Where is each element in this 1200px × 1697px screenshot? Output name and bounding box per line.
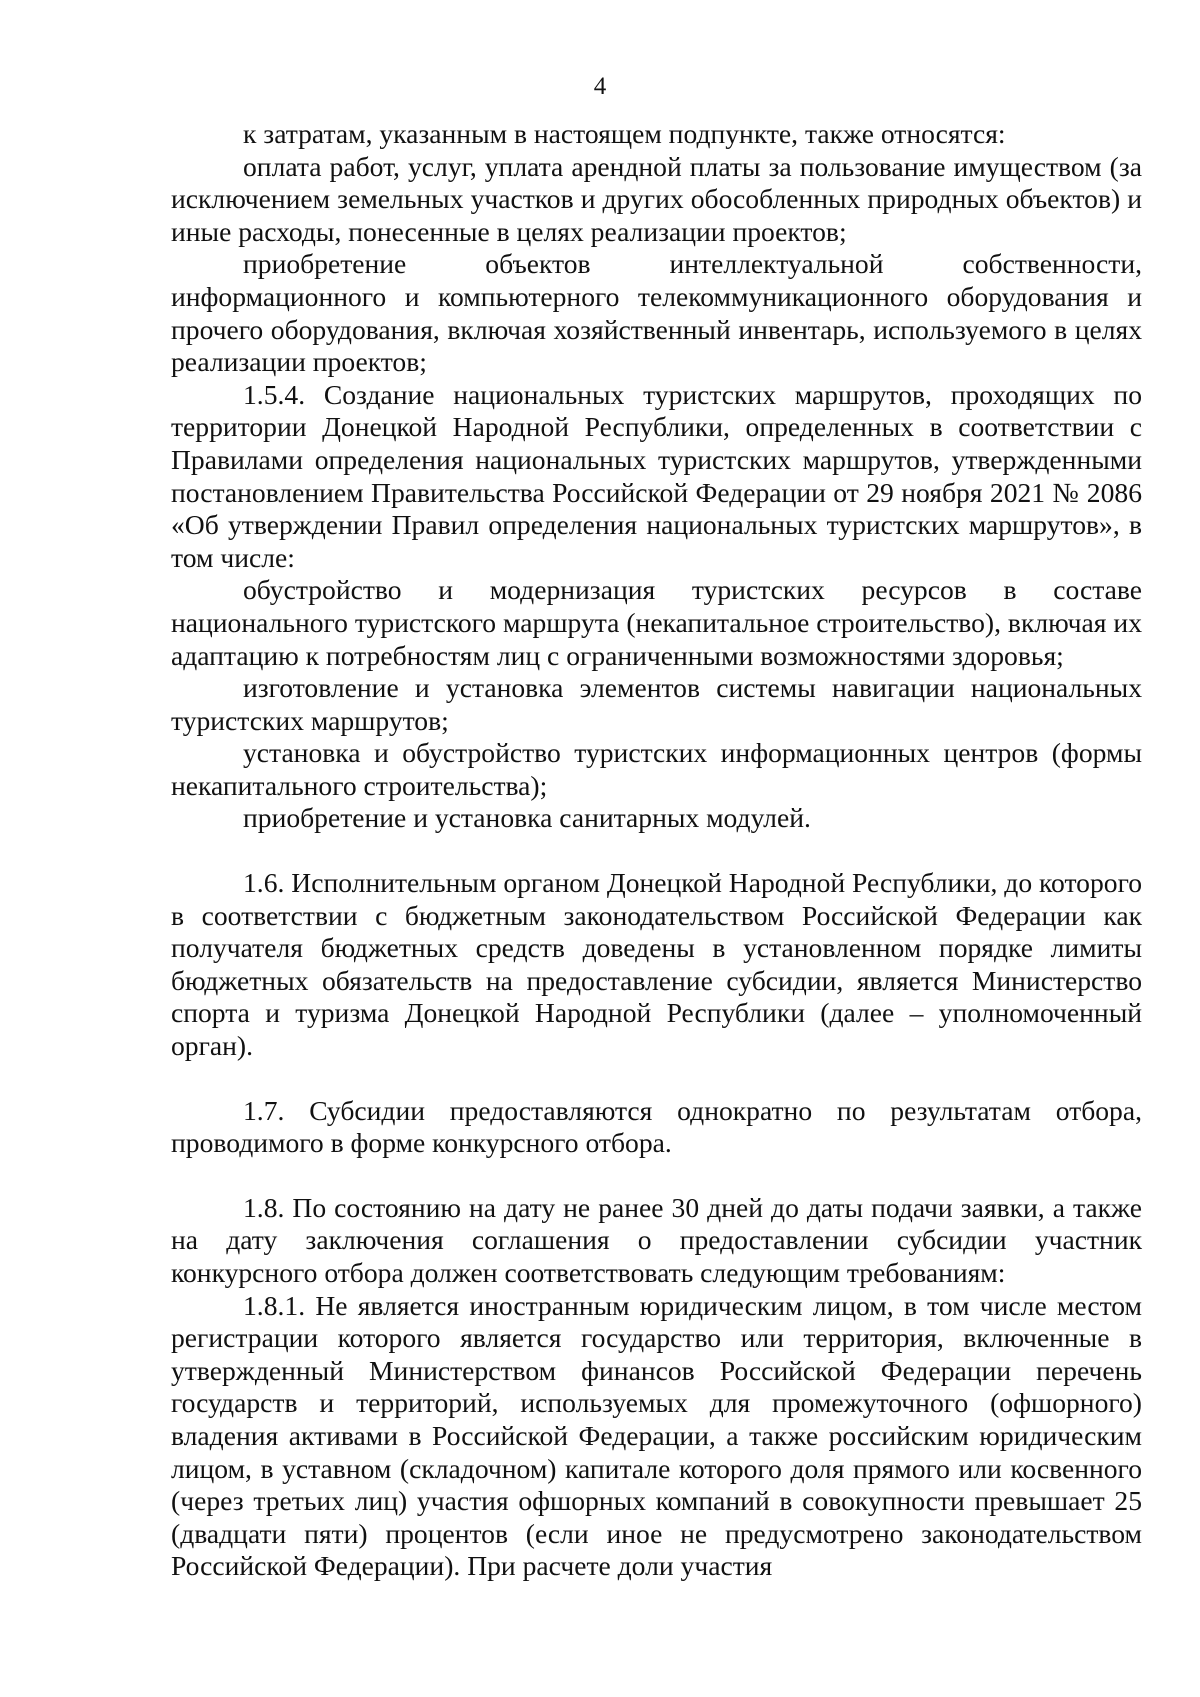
- paragraph-1-7: 1.7. Субсидии предоставляются однократно по результатам отбора, проводимого в форме конкурсного отбора.: [171, 1094, 1142, 1159]
- paragraph-sanitary-modules: приобретение и установка санитарных модулей.: [243, 802, 811, 834]
- paragraph-arrangement-resources: обустройство и модернизация туристских ресурсов в составе национального туристского маршрута (некапитальное строительство), включая их адаптацию к потребностям лиц с ограниченными возможностями здоровья;: [171, 574, 1142, 671]
- paragraph-navigation-elements: изготовление и установка элементов системы навигации национальных туристских маршрутов;: [171, 672, 1142, 736]
- paragraph-payment-works: оплата работ, услуг, уплата арендной платы за пользование имуществом (за исключением земельных участков и других обособленных природных объектов) и иные расходы, понесенные в целях реализации проектов;: [171, 150, 1142, 247]
- paragraph-information-centers: установка и обустройство туристских информационных центров (формы некапитального строительства);: [171, 737, 1142, 801]
- paragraph-1-5-4: 1.5.4. Создание национальных туристских маршрутов, проходящих по территории Донецкой Народной Республики, определенных в соответствии с Правилами определения национальных туристских маршрутов, утвержденными постановлением Правительства Российской Федерации от 29 ноября 2021 № 2086 «Об утверждении Правил определения национальных туристских маршрутов», в том числе:: [171, 378, 1142, 573]
- page-number: 4: [593, 73, 607, 100]
- paragraph-1-8: 1.8. По состоянию на дату не ранее 30 дней до даты подачи заявки, а также на дату заключения соглашения о предоставлении субсидии участник конкурсного отбора должен соответствовать следующим требованиям:: [171, 1191, 1142, 1288]
- document-body: [171, 118, 1142, 1583]
- paragraph-costs-intro: к затратам, указанным в настоящем подпункте, также относятся:: [243, 118, 1006, 149]
- paragraph-1-8-1: 1.8.1. Не является иностранным юридическим лицом, в том числе местом регистрации которого является государство или территория, включенные в утвержденный Министерством финансов Российской Федерации перечень государств и территорий, используемых для промежуточного (офшорного) владения активами в Российской Федерации, а также российским юридическим лицом, в уставном (складочном) капитале которого доля прямого или косвенного (через третьих лиц) участия офшорных компаний в совокупности превышает 25 (двадцати пяти) процентов (если иное не предусмотрено законодательством Российской Федерации). При расчете доли участия: [171, 1289, 1142, 1582]
- paragraph-1-6: 1.6. Исполнительным органом Донецкой Народной Республики, до которого в соответствии с бюджетным законодательством Российской Федерации как получателя бюджетных средств доведены в установленном порядке лимиты бюджетных обязательств на предоставление субсидии, является Министерство спорта и туризма Донецкой Народной Республики (далее – уполномоченный орган).: [171, 867, 1142, 1062]
- paragraph-acquisition-equipment: приобретение объектов интеллектуальной собственности, информационного и компьютерного телекоммуникационного оборудования и прочего оборудования, включая хозяйственный инвентарь, используемого в целях реализации проектов;: [171, 248, 1142, 378]
